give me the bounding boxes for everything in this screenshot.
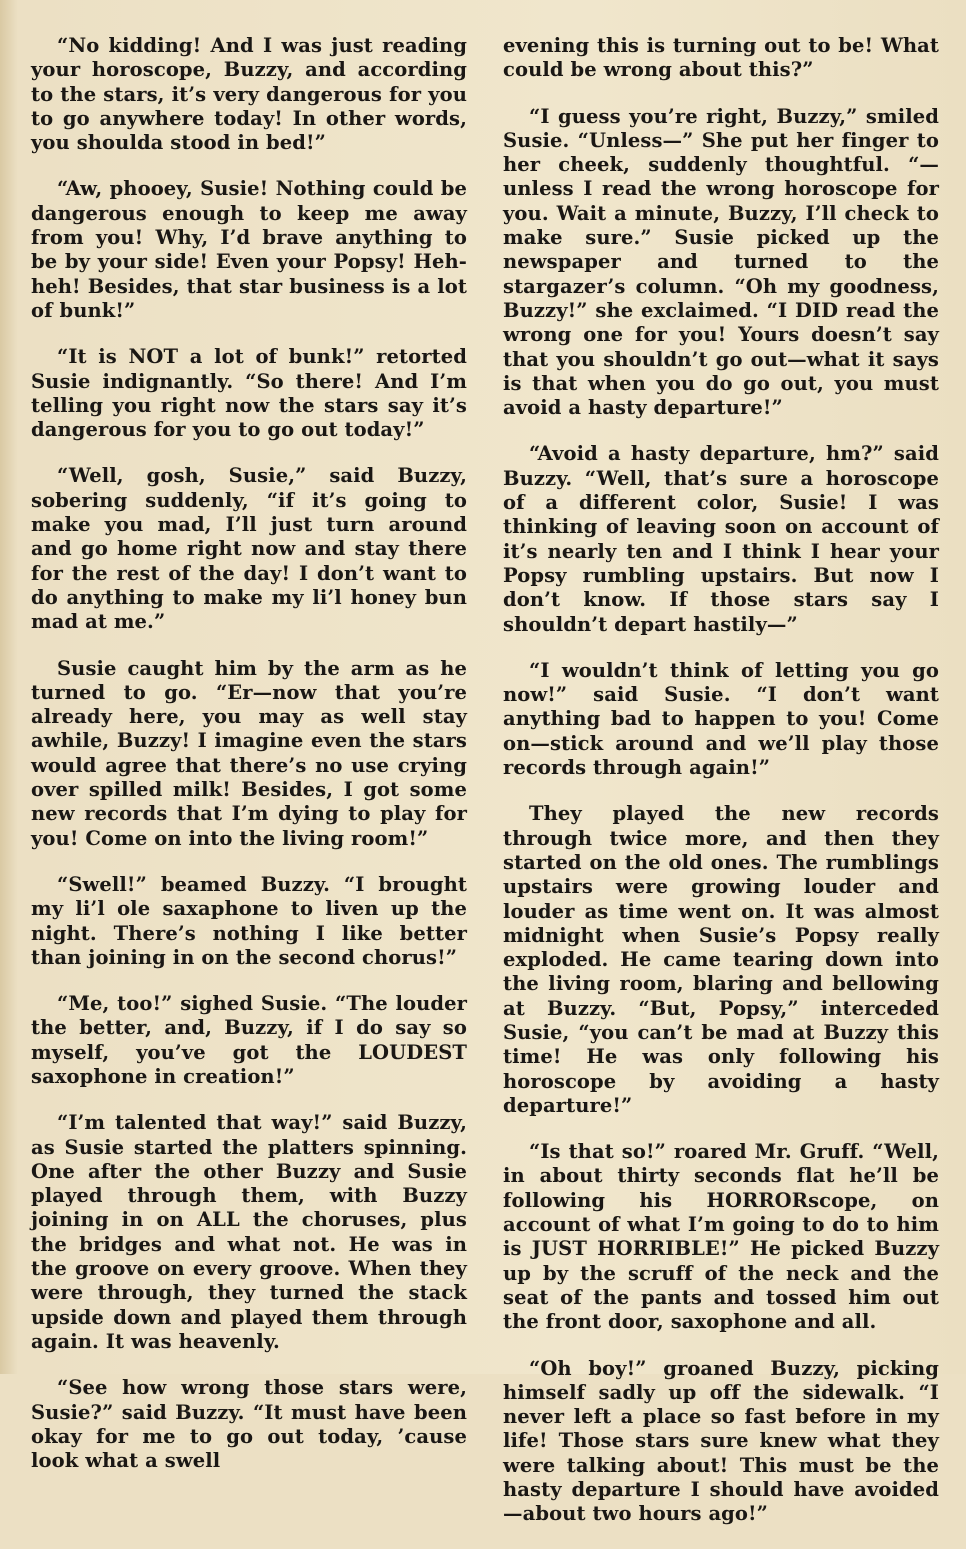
paragraph: “Swell!” beamed Buzzy. “I brought my li’l ole saxaphone to liven up the night. There’s nothing I like better than joining in on the second chorus!” — [31, 872, 467, 969]
right-column — [503, 34, 939, 1549]
paragraph: “Well, gosh, Susie,” said Buzzy, sobering suddenly, “if it’s going to make you mad, I’ll just turn around and go home right now and stay there for the rest of the day! I don’t want to do anything to make my li’l honey bun mad at me.” — [31, 464, 467, 634]
paragraph: “I wouldn’t think of letting you go now!” said Susie. “I don’t want anything bad to happen to you! Come on—stick around and we’ll play those records through again!” — [503, 658, 939, 780]
paragraph: They played the new records through twice more, and then they started on the old ones. The rumblings upstairs were growing louder and louder as time went on. It was almost midnight when Susie’s Popsy really exploded. He came tearing down into the living room, blaring and bellowing at Buzzy. “But, Popsy,” interceded Susie, “you can’t be mad at Buzzy this time! He was only following his horoscope by avoiding a hasty departure!” — [503, 802, 939, 1117]
paragraph: “Is that so!” roared Mr. Gruff. “Well, in about thirty seconds flat he’ll be following his HORRORscope, on account of what I’m going to do to him is JUST HORRIBLE!” He picked Buzzy up by the scruff of the neck and the seat of the pants and tossed him out the front door, saxophone and all. — [503, 1140, 939, 1334]
paragraph: “Oh boy!” groaned Buzzy, picking himself sadly up off the sidewalk. “I never left a place so fast before in my life! Those stars sure knew what they were talking about! This must be the hasty departure I should have avoided—about two hours ago!” — [503, 1356, 939, 1526]
paragraph-continued: evening this is turning out to be! What could be wrong about this?” — [503, 34, 939, 82]
paragraph: “Aw, phooey, Susie! Nothing could be dangerous enough to keep me away from you! Why, I’d brave anything to be by your side! Even your Popsy! Heh-heh! Besides, that star business is a lot of bunk!” — [31, 177, 467, 322]
paragraph: “See how wrong those stars were, Susie?” said Buzzy. “It must have been okay for me to go out today, ’cause look what a swell — [31, 1376, 467, 1473]
paragraph: “I’m talented that way!” said Buzzy, as Susie started the platters spinning. One after the other Buzzy and Susie played through them, with Buzzy joining in on ALL the choruses, plus the bridges and what not. He was in the groove on every groove. When they were through, they turned the stack upside down and played them through again. It was heavenly. — [31, 1111, 467, 1353]
paragraph: “Avoid a hasty departure, hm?” said Buzzy. “Well, that’s sure a horoscope of a different color, Susie! I was thinking of leaving soon on account of it’s nearly ten and I think I hear your Popsy rumbling upstairs. But now I don’t know. If those stars say I shouldn’t depart hastily—” — [503, 442, 939, 636]
left-column — [31, 34, 467, 1495]
paragraph: “It is NOT a lot of bunk!” retorted Susie indignantly. “So there! And I’m telling you right now the stars say it’s dangerous for you to go out today!” — [31, 345, 467, 442]
paragraph: Susie caught him by the arm as he turned to go. “Er—now that you’re already here, you may as well stay awhile, Buzzy! I imagine even the stars would agree that there’s no use crying over spilled milk! Besides, I got some new records that I’m dying to play for you! Come on into the living room!” — [31, 656, 467, 850]
paragraph: “I guess you’re right, Buzzy,” smiled Susie. “Unless—” She put her finger to her cheek, suddenly thoughtful. “—unless I read the wrong horoscope for you. Wait a minute, Buzzy, I’ll check to make sure.” Susie picked up the newspaper and turned to the stargazer’s column. “Oh my goodness, Buzzy!” she exclaimed. “I DID read the wrong one for you! Yours doesn’t say that you shouldn’t go out—what it says is that when you do go out, you must avoid a hasty departure!” — [503, 104, 939, 420]
paragraph: “No kidding! And I was just reading your horoscope, Buzzy, and according to the stars, it’s very dangerous for you to go anywhere today! In other words, you shoulda stood in bed!” — [31, 34, 467, 155]
paragraph: “Me, too!” sighed Susie. “The louder the better, and, Buzzy, if I do say so myself, you’ve got the LOUDEST saxophone in creation!” — [31, 992, 467, 1088]
